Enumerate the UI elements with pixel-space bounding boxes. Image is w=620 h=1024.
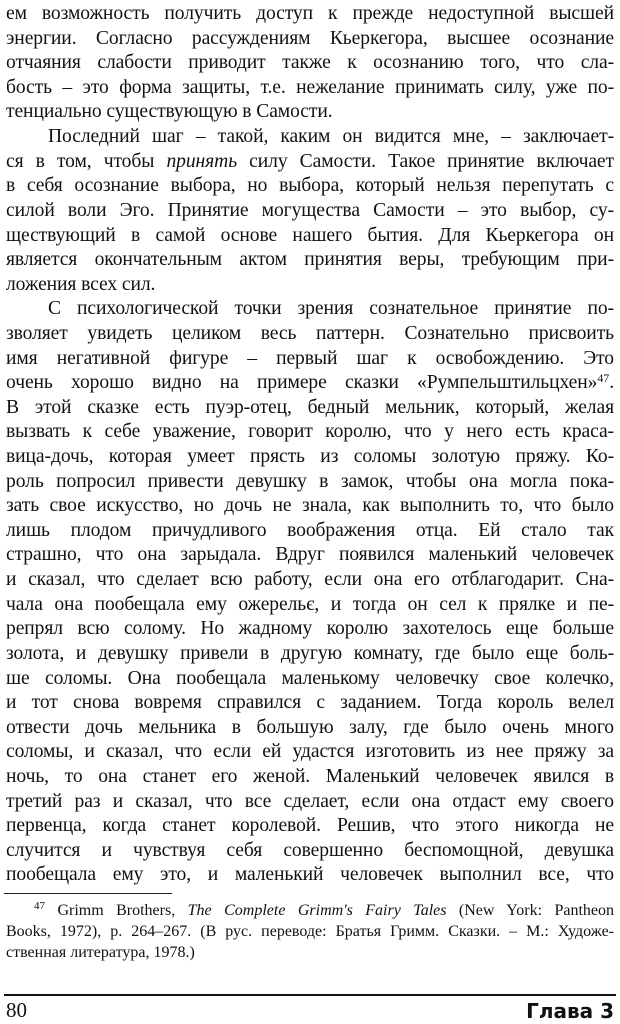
text-line: золота, и девушку привели в другую комнату, где было еще боль- <box>6 642 614 664</box>
text-line: репрял всю солому. Но жадному королю захотелось еще больше <box>6 618 614 640</box>
text-line: является окончательным актом принятия веры, требующим при- <box>6 249 614 271</box>
text-fragment: (New York: Pantheon <box>446 902 615 919</box>
text-line: случится и чувствуя себя совершенно беспомощной, девушка <box>6 839 614 861</box>
text-line: лишь плодом причудливого воображения отца. Ей стало так <box>6 519 614 541</box>
footnote-number: 47 <box>34 900 45 912</box>
running-footer-chapter: Глава 3 <box>526 999 614 1023</box>
italic-emphasis: принять <box>166 150 238 172</box>
text-line: тенциально существующую в Самости. <box>6 101 333 123</box>
text-line: Последний шаг – такой, каким он видится мне, – заключает- <box>48 126 614 148</box>
text-line: зволяет увидеть целиком весь паттерн. Сознательно присвоить <box>6 322 614 344</box>
text-line: зать свое искусство, но дочь не знала, как выполнить то, что было <box>6 495 614 517</box>
text-fragment: силу Самости. Такое принятие включает <box>237 150 614 172</box>
text-line: ществующий в самой основе нашего бытия. Для Кьеркегора он <box>6 224 614 246</box>
text-line: бость – это форма защиты, т.е. нежелание принимать силу, уже по- <box>6 76 614 98</box>
text-line: вица-дочь, которая умеет прясть из соломы золотую пряжу. Ко- <box>6 446 614 467</box>
text-line: третий раз и сказал, что все сделает, если она отдаст ему своего <box>6 790 614 812</box>
text-line: первенца, когда станет королевой. Решив, что этого никогда не <box>6 815 614 837</box>
text-line: ем возможность получить доступ к прежде недоступной высшей <box>6 3 614 24</box>
footnote-line: Books, 1972), p. 264–267. (В рус. переводе: Братья Гримм. Сказки. – М.: Художе- <box>6 923 614 940</box>
text-line <box>6 150 614 175</box>
text-line: в себя осознание выбора, но выбора, который нельзя перепутать с <box>6 175 614 197</box>
text-fragment: ся в том, чтобы <box>6 150 167 172</box>
text-line <box>6 371 614 396</box>
footnote-reference[interactable]: 47 <box>597 371 610 386</box>
footnote-line: ственная литература, 1978.) <box>6 944 195 961</box>
text-line: энергии. Согласно рассуждениям Кьеркегора, высшее осознание <box>6 27 614 49</box>
text-line: и тот снова вовремя справился с заданием. Тогда король велел <box>6 692 614 714</box>
page-number: 80 <box>6 998 27 1022</box>
text-line: чала она пообещала ему ожерельє, и тогда он сел к прялке и пе- <box>6 593 614 615</box>
text-line: ше соломы. Она пообещала маленькому человечку свое колечко, <box>6 667 614 689</box>
text-line: ночь, то она станет его женой. Маленький человечек явился в <box>6 765 614 787</box>
text-fragment: . <box>609 372 614 394</box>
text-line: вызвать к себе уважение, говорит королю, что у него есть краса- <box>6 421 614 443</box>
footnote-line <box>34 900 614 921</box>
text-line: отвести дочь мельника в большую залу, где было очень много <box>6 716 614 738</box>
text-line: и сказал, что сделает всю работу, если она его отблагодарит. Сна- <box>6 569 614 591</box>
footer-divider <box>4 994 616 996</box>
text-line: страшно, что она зарыдала. Вдруг появился маленький человечек <box>6 544 614 566</box>
text-line: С психологической точки зрения сознательное принятие по- <box>48 298 614 320</box>
footnote-divider <box>4 893 172 894</box>
text-line: ложения всех сил. <box>6 273 156 295</box>
text-fragment: Grimm Brothers, <box>57 902 188 919</box>
text-line: отчаяния слабости приводит также к осознанию того, что сла- <box>6 52 614 74</box>
book-title: The Complete Grimm's Fairy Tales <box>187 902 447 919</box>
text-line: силой воли Эго. Принятие могущества Самости – это выбор, су- <box>6 199 614 221</box>
text-line: имя негативной фигуре – первый шаг к освобождению. Это <box>6 347 614 369</box>
text-line: В этой сказке есть пуэр-отец, бедный мельник, который, желая <box>6 396 614 418</box>
text-fragment: очень хорошо видно на примере сказки «Румпельштильцхен» <box>6 372 598 394</box>
text-line: пообещала ему это, и маленький человечек выполнил все, что <box>6 864 614 886</box>
text-line: роль попросил привести девушку в замок, чтобы она могла пока- <box>6 470 614 492</box>
text-line: соломы, и сказал, что если ей удастся изготовить из нее пряжу за <box>6 741 614 763</box>
